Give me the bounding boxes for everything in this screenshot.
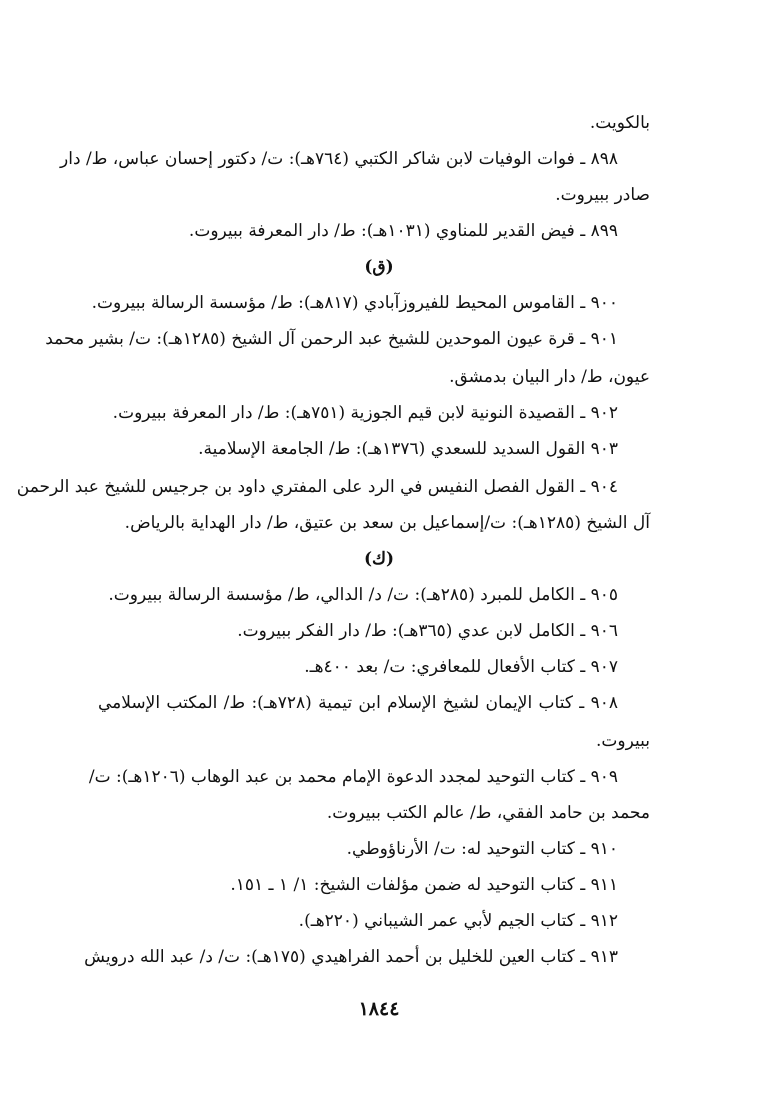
bibliography-entry-907: ٩٠٧ ـ كتاب الأفعال للمعافري: ت/ بعد ٤٠٠هـ. — [304, 657, 618, 677]
bibliography-entry-904: ٩٠٤ ـ القول الفصل النفيس في الرد على المفتري داود بن جرجيس للشيخ عبد الرحمن — [16, 477, 618, 497]
bibliography-entry-899: ٨٩٩ ـ فيض القدير للمناوي (١٠٣١هـ): ط/ دار المعرفة ببيروت. — [188, 221, 618, 241]
text-line: عيون، ط/ دار البيان بدمشق. — [449, 367, 650, 387]
bibliography-entry-912: ٩١٢ ـ كتاب الجيم لأبي عمر الشيباني (٢٢٠هـ). — [298, 911, 618, 931]
bibliography-entry-903: ٩٠٣ القول السديد للسعدي (١٣٧٦هـ): ط/ الجامعة الإسلامية. — [198, 439, 618, 459]
bibliography-entry-906: ٩٠٦ ـ الكامل لابن عدي (٣٦٥هـ): ط/ دار الفكر ببيروت. — [237, 621, 618, 641]
text-line: بالكويت. — [589, 113, 650, 133]
section-heading-kaf: (ك) — [363, 549, 395, 569]
bibliography-entry-911: ٩١١ ـ كتاب التوحيد له ضمن مؤلفات الشيخ: ١/ ١ ـ ١٥١. — [230, 875, 618, 895]
text-line: ببيروت. — [596, 731, 650, 751]
page-number: ١٨٤٤ — [358, 998, 400, 1020]
bibliography-entry-905: ٩٠٥ ـ الكامل للمبرد (٢٨٥هـ): ت/ د/ الدالي، ط/ مؤسسة الرسالة ببيروت. — [108, 585, 618, 605]
bibliography-entry-901: ٩٠١ ـ قرة عيون الموحدين للشيخ عبد الرحمن آل الشيخ (١٢٨٥هـ): ت/ بشير محمد — [45, 329, 618, 349]
bibliography-entry-900: ٩٠٠ ـ القاموس المحيط للفيروزآبادي (٨١٧هـ): ط/ مؤسسة الرسالة ببيروت. — [91, 293, 618, 313]
bibliography-entry-902: ٩٠٢ ـ القصيدة النونية لابن قيم الجوزية (٧٥١هـ): ط/ دار المعرفة ببيروت. — [112, 403, 618, 423]
text-line: آل الشيخ (١٢٨٥هـ): ت/إسماعيل بن سعد بن عتيق، ط/ دار الهداية بالرياض. — [124, 513, 650, 533]
text-line: صادر ببيروت. — [555, 185, 650, 205]
bibliography-entry-898: ٨٩٨ ـ فوات الوفيات لابن شاكر الكتبي (٧٦٤هـ): ت/ دكتور إحسان عباس، ط/ دار — [60, 149, 618, 169]
section-heading-qaf: (ق) — [364, 257, 394, 277]
bibliography-entry-908: ٩٠٨ ـ كتاب الإيمان لشيخ الإسلام ابن تيمية (٧٢٨هـ): ط/ المكتب الإسلامي — [98, 693, 618, 713]
bibliography-entry-913: ٩١٣ ـ كتاب العين للخليل بن أحمد الفراهيدي (١٧٥هـ): ت/ د/ عبد الله درويش — [84, 947, 618, 967]
bibliography-entry-910: ٩١٠ ـ كتاب التوحيد له: ت/ الأرناؤوطي. — [346, 839, 618, 859]
bibliography-entry-909: ٩٠٩ ـ كتاب التوحيد لمجدد الدعوة الإمام محمد بن عبد الوهاب (١٢٠٦هـ): ت/ — [88, 767, 618, 787]
text-line: محمد بن حامد الفقي، ط/ عالم الكتب ببيروت. — [326, 803, 650, 823]
